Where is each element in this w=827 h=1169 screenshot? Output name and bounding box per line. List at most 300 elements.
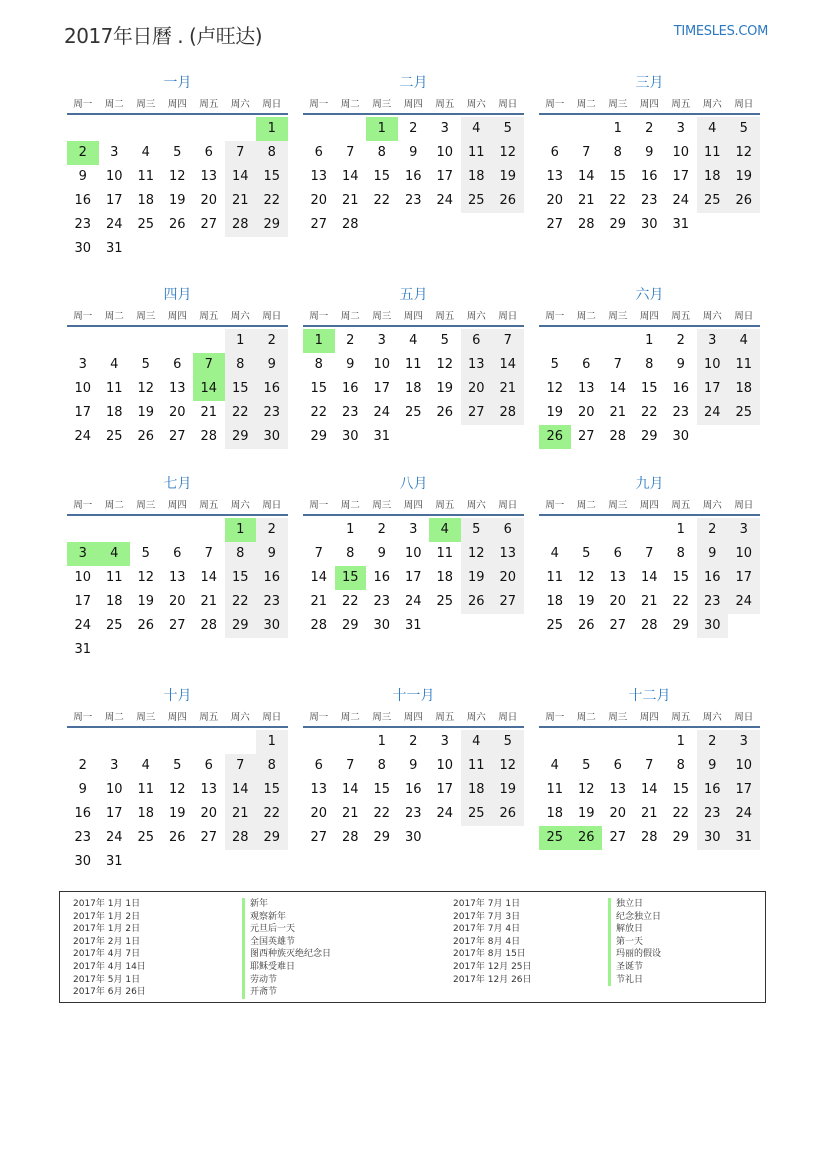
- day-cell: 27: [310, 217, 328, 232]
- week-row: [303, 730, 524, 754]
- day-cell: 18: [461, 778, 493, 802]
- weekday-label: 周二: [104, 311, 124, 322]
- week-row: [67, 730, 288, 754]
- day-cell: 15: [609, 169, 627, 184]
- weekday-label: 周六: [702, 99, 722, 110]
- weekday-label: 周二: [576, 712, 596, 723]
- day-cell: 23: [404, 806, 422, 821]
- day-cell: 3: [440, 734, 449, 749]
- weekday-label: 周日: [498, 99, 518, 110]
- weekday-header: [67, 93, 288, 115]
- day-cell: 9: [377, 546, 386, 561]
- day-cell: 1: [346, 522, 355, 537]
- day-cell: 8: [346, 546, 355, 561]
- day-cell: 18: [546, 594, 564, 609]
- day-cell: 11: [461, 141, 493, 165]
- week-row: [303, 614, 524, 638]
- weekday-label: 周三: [608, 311, 628, 322]
- day-cell: 22: [341, 594, 359, 609]
- day-cell: 17: [404, 570, 422, 585]
- day-cell: 21: [609, 405, 627, 420]
- weekday-label: 周五: [199, 99, 219, 110]
- day-cell: 15: [225, 566, 257, 590]
- day-cell: 29: [640, 429, 658, 444]
- empty-day-cell: [728, 425, 760, 449]
- day-cell: 19: [577, 594, 595, 609]
- day-cell: 10: [728, 542, 760, 566]
- day-cell: 2: [697, 730, 729, 754]
- empty-day-cell: [461, 213, 493, 237]
- week-row: [539, 377, 760, 401]
- week-row: [67, 754, 288, 778]
- week-row: [539, 566, 760, 590]
- day-cell: 13: [492, 542, 524, 566]
- empty-day-cell: [539, 329, 571, 353]
- day-cell: 13: [168, 381, 186, 396]
- day-cell: 26: [168, 830, 186, 845]
- week-row: [539, 590, 760, 614]
- week-row: [67, 590, 288, 614]
- day-cell: 1: [225, 329, 257, 353]
- empty-day-cell: [602, 518, 634, 542]
- day-cell: 8: [613, 145, 622, 160]
- weekday-label: 周二: [104, 500, 124, 511]
- legend-holiday-name: 元旦后一天: [242, 923, 331, 936]
- day-cell: 26: [137, 429, 155, 444]
- weekday-label: 周六: [466, 311, 486, 322]
- day-cell: 23: [640, 193, 658, 208]
- legend-date: 2017年 4月 14日: [73, 961, 146, 972]
- day-cell: 25: [137, 830, 155, 845]
- legend-holiday-name: 劳动节: [242, 974, 331, 987]
- day-cell: 19: [436, 381, 454, 396]
- day-cell: 26: [492, 189, 524, 213]
- day-cell: 14: [640, 570, 658, 585]
- day-cell: 24: [105, 217, 123, 232]
- weekday-header: [539, 494, 760, 516]
- empty-day-cell: [571, 518, 603, 542]
- empty-day-cell: [162, 518, 194, 542]
- day-cell: 6: [613, 758, 622, 773]
- day-cell: 31: [728, 826, 760, 850]
- weekday-label: 周三: [372, 500, 392, 511]
- day-cell: 27: [168, 618, 186, 633]
- day-cell: 9: [409, 145, 418, 160]
- weekday-header: [67, 494, 288, 516]
- month-5: [303, 285, 524, 449]
- holiday-day-cell: 26: [539, 425, 571, 449]
- day-cell: 13: [461, 353, 493, 377]
- weekday-label: 周六: [466, 712, 486, 723]
- legend-date: 2017年 12月 25日: [453, 961, 532, 972]
- day-cell: 10: [373, 357, 391, 372]
- weekday-label: 周日: [498, 712, 518, 723]
- day-cell: 5: [492, 117, 524, 141]
- day-cell: 22: [672, 806, 690, 821]
- brand-logo-text[interactable]: TIMESLES.COM: [673, 24, 768, 39]
- month-title: 十二月: [628, 688, 671, 704]
- day-cell: 23: [404, 193, 422, 208]
- day-cell: 5: [492, 730, 524, 754]
- weekday-label: 周一: [309, 500, 329, 511]
- day-cell: 8: [256, 141, 288, 165]
- day-cell: 9: [409, 758, 418, 773]
- legend-date: 2017年 5月 1日: [73, 974, 141, 985]
- day-cell: 5: [728, 117, 760, 141]
- weekday-label: 周日: [498, 500, 518, 511]
- empty-day-cell: [398, 425, 430, 449]
- weekday-label: 周三: [608, 500, 628, 511]
- empty-day-cell: [225, 730, 257, 754]
- legend-date: 2017年 1月 2日: [73, 924, 141, 935]
- day-cell: 24: [436, 806, 454, 821]
- legend-holiday-name: 观察新年: [242, 911, 331, 924]
- empty-day-cell: [366, 213, 398, 237]
- week-row: [303, 778, 524, 802]
- day-cell: 7: [645, 758, 654, 773]
- week-row: [539, 425, 760, 449]
- day-cell: 22: [310, 405, 328, 420]
- day-cell: 24: [404, 594, 422, 609]
- day-cell: 14: [492, 353, 524, 377]
- legend-holiday-name: 新年: [242, 898, 331, 911]
- day-cell: 8: [377, 758, 386, 773]
- legend-holiday-name: 纪念独立日: [608, 911, 661, 924]
- day-cell: 15: [310, 381, 328, 396]
- day-cell: 30: [256, 614, 288, 638]
- empty-day-cell: [162, 117, 194, 141]
- day-cell: 27: [200, 830, 218, 845]
- empty-day-cell: [67, 730, 99, 754]
- empty-day-cell: [461, 826, 493, 850]
- week-row: [303, 165, 524, 189]
- weekday-label: 周三: [136, 500, 156, 511]
- month-2: [303, 73, 524, 237]
- day-cell: 11: [461, 754, 493, 778]
- day-cell: 11: [105, 381, 123, 396]
- day-cell: 17: [105, 806, 123, 821]
- empty-day-cell: [130, 237, 162, 261]
- page-title: 2017年日曆 . (卢旺达): [64, 24, 263, 48]
- day-cell: 24: [373, 405, 391, 420]
- day-cell: 26: [492, 802, 524, 826]
- week-row: [303, 401, 524, 425]
- day-cell: 27: [168, 429, 186, 444]
- legend-holiday-name: 耶稣受难日: [242, 961, 331, 974]
- weekday-label: 周二: [576, 500, 596, 511]
- empty-day-cell: [602, 730, 634, 754]
- day-cell: 29: [672, 830, 690, 845]
- day-cell: 9: [78, 169, 87, 184]
- day-cell: 19: [137, 405, 155, 420]
- empty-day-cell: [492, 614, 524, 638]
- day-cell: 29: [672, 618, 690, 633]
- day-cell: 15: [373, 782, 391, 797]
- day-cell: 3: [676, 121, 685, 136]
- day-cell: 12: [436, 357, 454, 372]
- weekday-label: 周三: [136, 99, 156, 110]
- day-cell: 14: [640, 782, 658, 797]
- month-title: 十一月: [392, 688, 435, 704]
- day-cell: 9: [645, 145, 654, 160]
- holiday-day-cell: 25: [539, 826, 571, 850]
- empty-day-cell: [193, 237, 225, 261]
- day-cell: 10: [728, 754, 760, 778]
- weekday-header: [539, 305, 760, 327]
- weekday-label: 周日: [262, 99, 282, 110]
- legend-holiday-name: 圣诞节: [608, 961, 661, 974]
- day-cell: 29: [256, 213, 288, 237]
- day-cell: 6: [173, 546, 182, 561]
- holiday-day-cell: 1: [366, 117, 398, 141]
- day-cell: 11: [697, 141, 729, 165]
- day-cell: 3: [440, 121, 449, 136]
- day-cell: 4: [728, 329, 760, 353]
- day-cell: 27: [609, 830, 627, 845]
- day-cell: 14: [577, 169, 595, 184]
- day-cell: 28: [577, 217, 595, 232]
- day-cell: 5: [550, 357, 559, 372]
- weekday-label: 周日: [734, 500, 754, 511]
- day-cell: 25: [105, 618, 123, 633]
- day-cell: 19: [492, 165, 524, 189]
- day-cell: 2: [697, 518, 729, 542]
- holiday-day-cell: 2: [67, 141, 99, 165]
- day-cell: 16: [672, 381, 690, 396]
- weekday-label: 周一: [309, 712, 329, 723]
- day-cell: 20: [461, 377, 493, 401]
- weekday-label: 周六: [466, 500, 486, 511]
- day-cell: 7: [204, 546, 213, 561]
- day-cell: 3: [697, 329, 729, 353]
- month-title: 七月: [163, 476, 192, 492]
- week-row: [67, 542, 288, 566]
- day-cell: 2: [78, 758, 87, 773]
- day-cell: 30: [672, 429, 690, 444]
- day-cell: 19: [492, 778, 524, 802]
- day-cell: 9: [676, 357, 685, 372]
- week-row: [539, 141, 760, 165]
- day-cell: 24: [672, 193, 690, 208]
- day-cell: 14: [341, 782, 359, 797]
- day-cell: 25: [461, 189, 493, 213]
- week-row: [303, 213, 524, 237]
- day-cell: 7: [225, 754, 257, 778]
- day-cell: 17: [672, 169, 690, 184]
- day-cell: 17: [373, 381, 391, 396]
- week-row: [539, 826, 760, 850]
- weekday-label: 周日: [262, 311, 282, 322]
- day-cell: 22: [256, 189, 288, 213]
- week-row: [303, 377, 524, 401]
- day-cell: 24: [74, 429, 92, 444]
- day-cell: 31: [105, 854, 123, 869]
- weekday-header: [67, 305, 288, 327]
- empty-day-cell: [335, 117, 367, 141]
- day-cell: 30: [697, 826, 729, 850]
- day-cell: 18: [404, 381, 422, 396]
- day-cell: 26: [137, 618, 155, 633]
- day-cell: 10: [672, 145, 690, 160]
- day-cell: 11: [728, 353, 760, 377]
- week-row: [539, 165, 760, 189]
- day-cell: 21: [310, 594, 328, 609]
- day-cell: 23: [373, 594, 391, 609]
- day-cell: 27: [577, 429, 595, 444]
- legend-date: 2017年 12月 26日: [453, 974, 532, 985]
- day-cell: 5: [582, 546, 591, 561]
- empty-day-cell: [162, 329, 194, 353]
- weekday-header: [303, 706, 524, 728]
- weekday-label: 周一: [73, 500, 93, 511]
- day-cell: 20: [609, 806, 627, 821]
- day-cell: 26: [577, 618, 595, 633]
- weekday-label: 周六: [230, 311, 250, 322]
- day-cell: 29: [225, 425, 257, 449]
- day-cell: 27: [200, 217, 218, 232]
- weekday-header: [539, 93, 760, 115]
- month-title: 十月: [163, 688, 192, 704]
- day-cell: 22: [373, 806, 391, 821]
- week-row: [303, 425, 524, 449]
- day-cell: 24: [697, 401, 729, 425]
- day-cell: 1: [676, 734, 685, 749]
- holiday-day-cell: 1: [256, 117, 288, 141]
- day-cell: 31: [672, 217, 690, 232]
- day-cell: 24: [436, 193, 454, 208]
- week-row: [67, 401, 288, 425]
- day-cell: 13: [310, 782, 328, 797]
- week-row: [303, 590, 524, 614]
- day-cell: 1: [256, 730, 288, 754]
- day-cell: 18: [137, 193, 155, 208]
- weekday-header: [67, 706, 288, 728]
- day-cell: 9: [78, 782, 87, 797]
- empty-day-cell: [303, 730, 335, 754]
- weekday-label: 周一: [73, 99, 93, 110]
- empty-day-cell: [130, 638, 162, 662]
- legend-date: 2017年 7月 4日: [453, 924, 521, 935]
- empty-day-cell: [99, 730, 131, 754]
- month-title: 三月: [635, 75, 664, 91]
- day-cell: 5: [141, 357, 150, 372]
- empty-day-cell: [225, 850, 257, 874]
- holiday-day-cell: 14: [193, 377, 225, 401]
- day-cell: 30: [74, 241, 92, 256]
- empty-day-cell: [697, 425, 729, 449]
- day-cell: 14: [609, 381, 627, 396]
- day-cell: 15: [672, 570, 690, 585]
- day-cell: 20: [310, 806, 328, 821]
- day-cell: 22: [672, 594, 690, 609]
- weekday-label: 周二: [340, 99, 360, 110]
- day-cell: 2: [409, 734, 418, 749]
- day-cell: 13: [609, 782, 627, 797]
- weekday-label: 周五: [199, 712, 219, 723]
- empty-day-cell: [303, 518, 335, 542]
- empty-day-cell: [67, 329, 99, 353]
- week-row: [67, 117, 288, 141]
- week-row: [303, 117, 524, 141]
- weekday-label: 周一: [73, 311, 93, 322]
- day-cell: 28: [310, 618, 328, 633]
- weekday-label: 周四: [167, 311, 187, 322]
- week-row: [539, 117, 760, 141]
- day-cell: 12: [577, 782, 595, 797]
- month-7: [67, 474, 288, 662]
- legend-date: 2017年 4月 7日: [73, 949, 141, 960]
- empty-day-cell: [461, 614, 493, 638]
- empty-day-cell: [162, 638, 194, 662]
- day-cell: 30: [640, 217, 658, 232]
- weekday-label: 周六: [702, 712, 722, 723]
- day-cell: 12: [168, 169, 186, 184]
- day-cell: 28: [341, 217, 359, 232]
- legend-date: 2017年 1月 1日: [73, 899, 141, 909]
- empty-day-cell: [67, 518, 99, 542]
- weekday-label: 周五: [671, 712, 691, 723]
- weekday-label: 周五: [435, 311, 455, 322]
- day-cell: 1: [377, 734, 386, 749]
- day-cell: 22: [373, 193, 391, 208]
- day-cell: 14: [225, 778, 257, 802]
- day-cell: 22: [609, 193, 627, 208]
- weekday-label: 周六: [702, 500, 722, 511]
- week-row: [67, 377, 288, 401]
- empty-day-cell: [728, 614, 760, 638]
- holiday-day-cell: 4: [429, 518, 461, 542]
- day-cell: 10: [74, 381, 92, 396]
- day-cell: 3: [78, 357, 87, 372]
- day-cell: 13: [200, 169, 218, 184]
- day-cell: 23: [256, 401, 288, 425]
- month-6: [539, 285, 760, 449]
- day-cell: 25: [404, 405, 422, 420]
- weekday-label: 周一: [309, 311, 329, 322]
- day-cell: 3: [110, 758, 119, 773]
- week-row: [67, 778, 288, 802]
- day-cell: 13: [168, 570, 186, 585]
- day-cell: 23: [74, 830, 92, 845]
- empty-day-cell: [225, 117, 257, 141]
- day-cell: 6: [582, 357, 591, 372]
- empty-day-cell: [539, 518, 571, 542]
- week-row: [539, 730, 760, 754]
- weekday-label: 周日: [262, 712, 282, 723]
- empty-day-cell: [256, 237, 288, 261]
- day-cell: 24: [74, 618, 92, 633]
- empty-day-cell: [539, 117, 571, 141]
- day-cell: 26: [728, 189, 760, 213]
- holiday-day-cell: 1: [303, 329, 335, 353]
- empty-day-cell: [429, 614, 461, 638]
- holiday-legend: [59, 891, 766, 1003]
- day-cell: 20: [200, 193, 218, 208]
- day-cell: 31: [74, 642, 92, 657]
- day-cell: 26: [168, 217, 186, 232]
- empty-day-cell: [67, 117, 99, 141]
- day-cell: 2: [256, 329, 288, 353]
- day-cell: 12: [168, 782, 186, 797]
- day-cell: 15: [225, 377, 257, 401]
- legend-holiday-name: 玛丽的假设: [608, 948, 661, 961]
- day-cell: 21: [341, 193, 359, 208]
- weekday-label: 周一: [545, 500, 565, 511]
- day-cell: 30: [74, 854, 92, 869]
- empty-day-cell: [99, 638, 131, 662]
- holiday-day-cell: 26: [571, 826, 603, 850]
- empty-day-cell: [634, 730, 666, 754]
